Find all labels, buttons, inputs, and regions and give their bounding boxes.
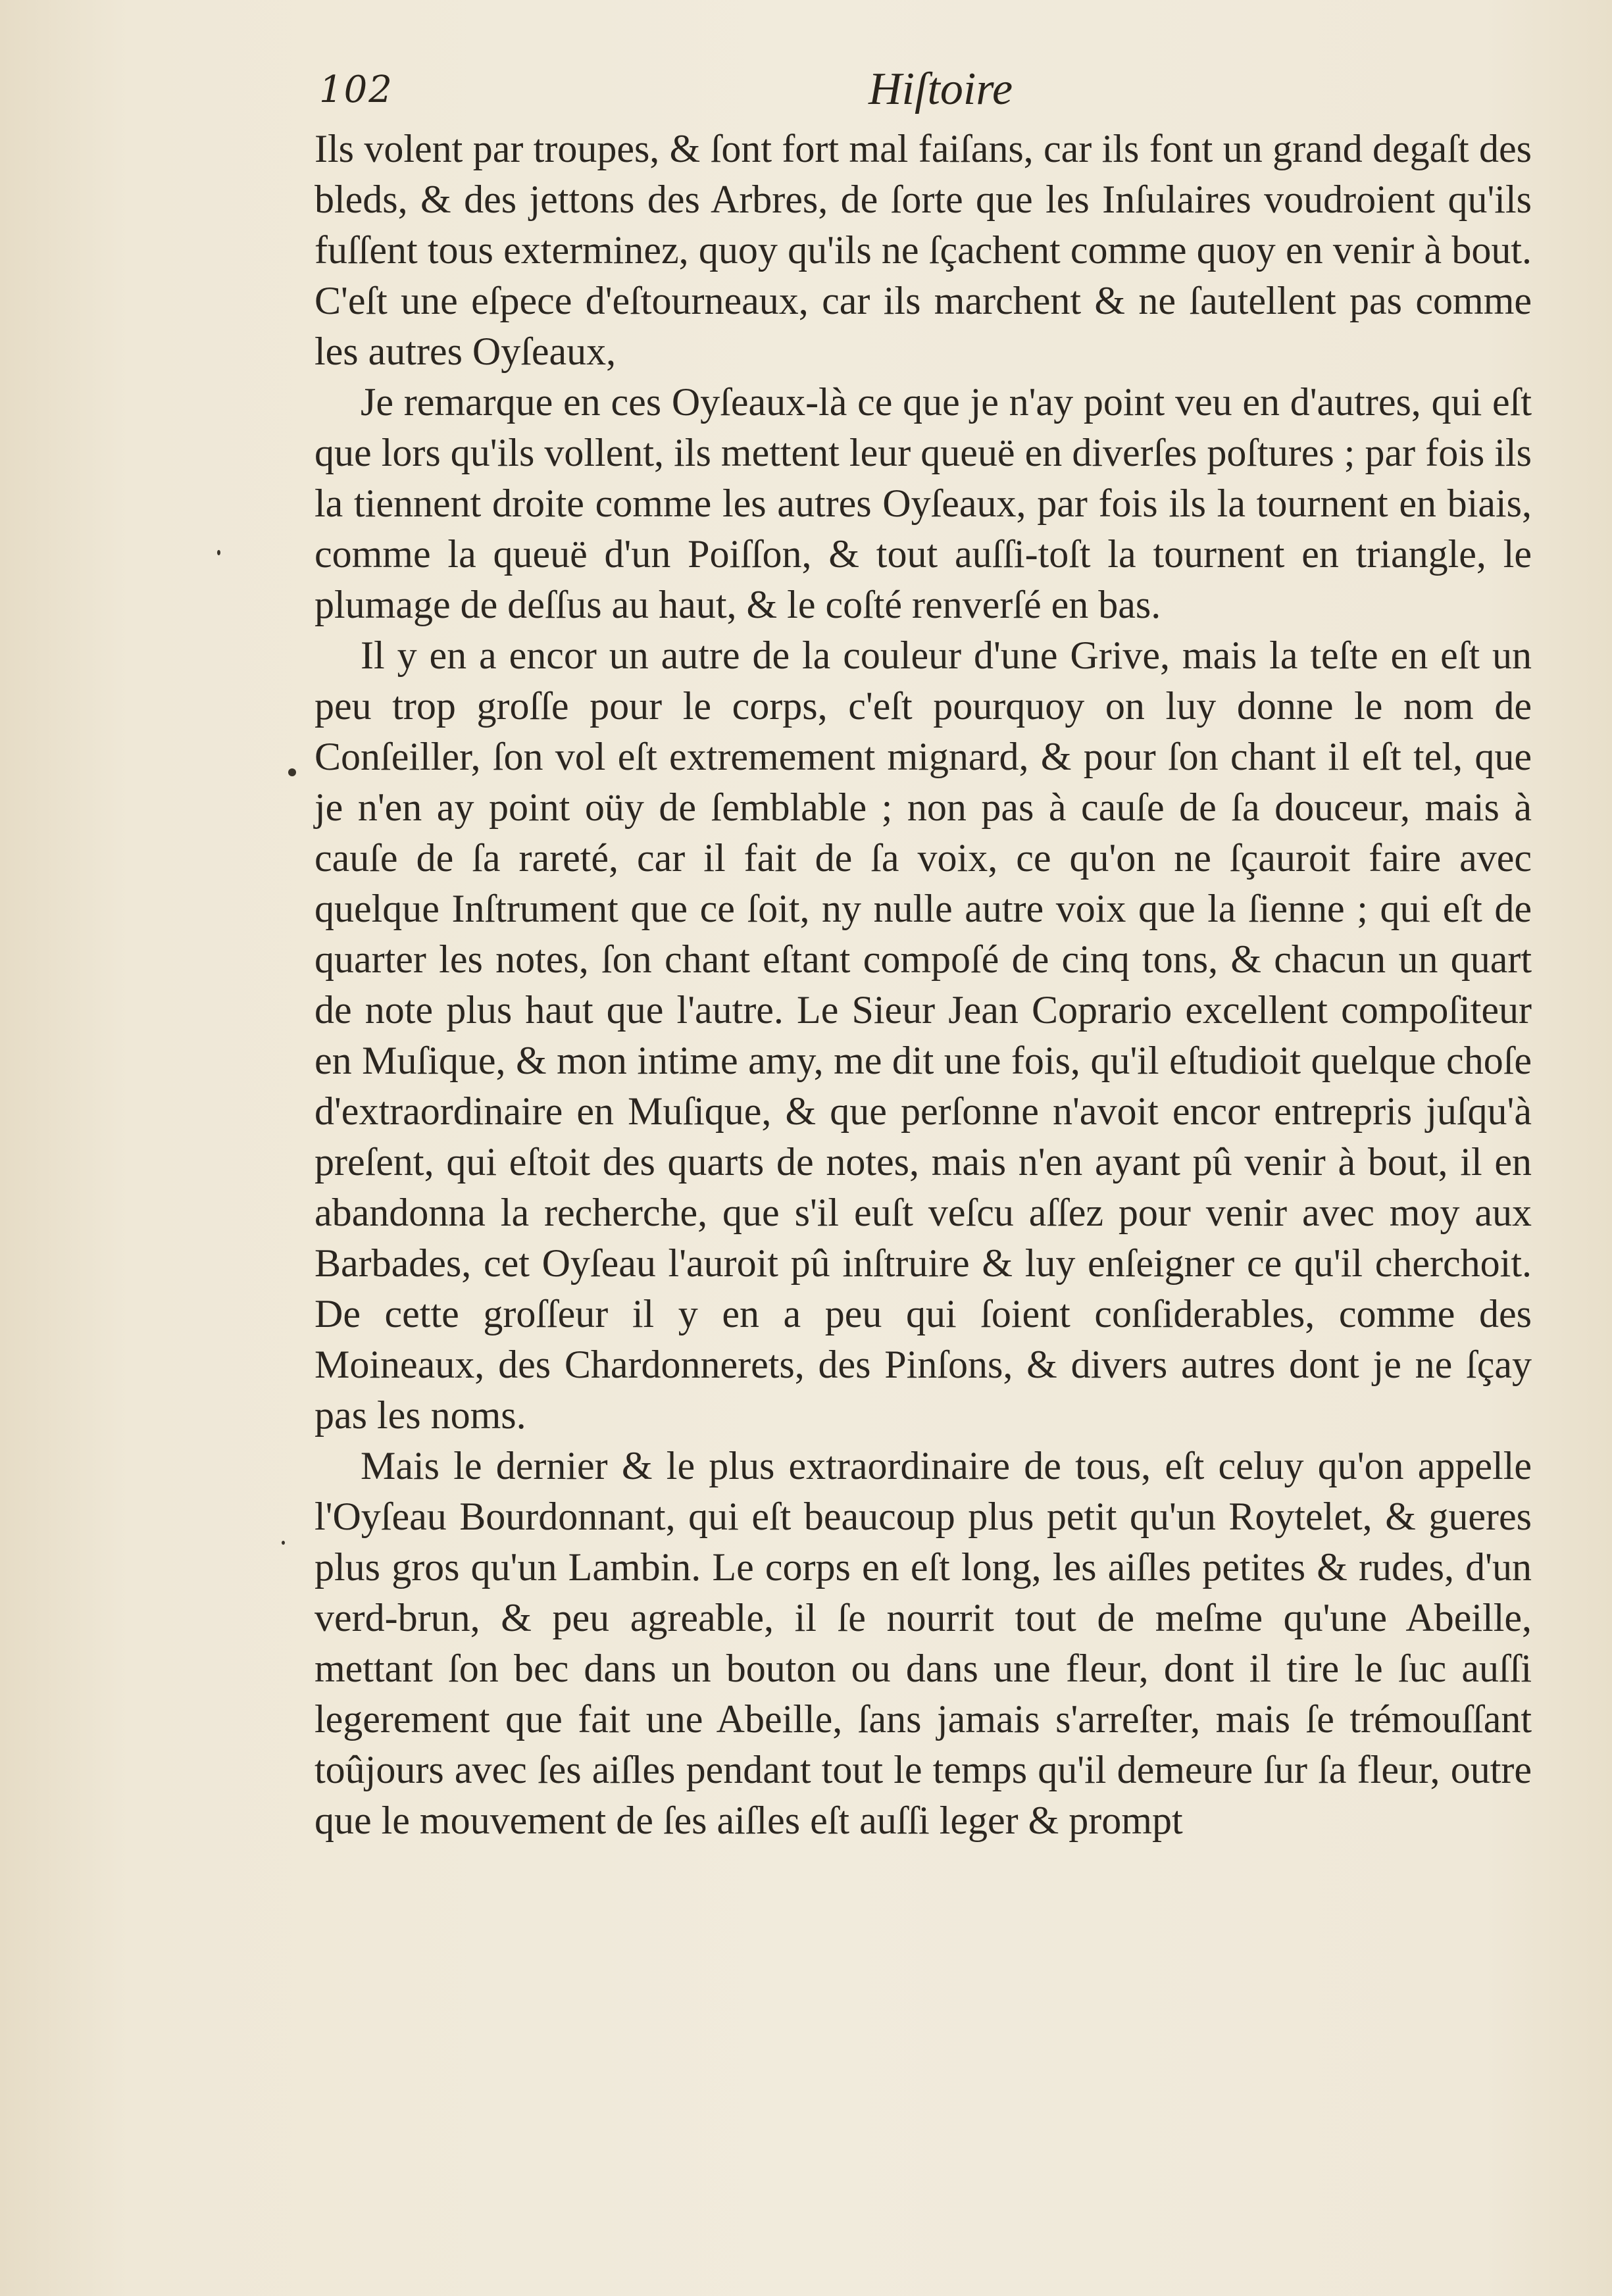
margin-tick-mark xyxy=(282,1541,285,1545)
paragraph-2: Je remarque en ces Oyſeaux-là ce que je n'ay point veu en d'autres, qui eſt que lors qu'ils vollent, ils mettent leur queuë en diverſes poſtures ; par fois ils la tiennent droite comme les autres Oyſeaux, par fois ils la tournent en biais, comme la queuë d'un Poiſſon, & tout auſſi-toſt la tournent en triangle, le plumage de deſſus au haut, & le coſté renverſé en bas. xyxy=(315,380,1532,626)
margin-tick-mark xyxy=(217,550,220,555)
paragraph-1: Ils volent par troupes, & ſont fort mal faiſans, car ils font un grand degaſt des bleds, & des jettons des Arbres, de ſorte que les Inſulaires voudroient qu'ils fuſſent tous exterminez, quoy qu'ils ne ſçachent comme quoy en venir à bout. C'eſt une eſpece d'eſtourneaux, car ils marchent & ne ſautellent pas comme les autres Oyſeaux, xyxy=(315,127,1532,373)
ink-spot-mark xyxy=(288,768,296,776)
body-text xyxy=(315,124,1532,1846)
running-head: Hiſtoire xyxy=(869,64,1013,114)
paragraph-4: Mais le dernier & le plus extraordinaire de tous, eſt celuy qu'on appelle l'Oyſeau Bourdonnant, qui eſt beaucoup plus petit qu'un Roytelet, & gueres plus gros qu'un Lambin. Le corps en eſt long, les aiſles petites & rudes, d'un verd-brun, & peu agreable, il ſe nourrit tout de meſme qu'une Abeille, mettant ſon bec dans un bouton ou dans une fleur, dont il tire le ſuc auſſi legerement que fait une Abeille, ſans jamais s'arreſter, mais ſe trémouſſant toûjours avec ſes aiſles pendant tout le temps qu'il demeure ſur ſa fleur, outre que le mouvement de ſes aiſles eſt auſſi leger & prompt xyxy=(315,1444,1532,1842)
paragraph-3: Il y en a encor un autre de la couleur d'une Grive, mais la teſte en eſt un peu trop groſſe pour le corps, c'eſt pourquoy on luy donne le nom de Conſeiller, ſon vol eſt extremement mignard, & pour ſon chant il eſt tel, que je n'en ay point oüy de ſemblable ; non pas à cauſe de ſa douceur, mais à cauſe de ſa rareté, car il fait de ſa voix, ce qu'on ne ſçauroit faire avec quelque Inſtrument que ce ſoit, ny nulle autre voix que la ſienne ; qui eſt de quarter les notes, ſon chant eſtant compoſé de cinq tons, & chacun un quart de note plus haut que l'autre. Le Sieur Jean Coprario excellent compoſiteur en Muſique, & mon intime amy, me dit une fois, qu'il eſtudioit quelque choſe d'extraordinaire en Muſique, & que perſonne n'avoit encor entrepris juſqu'à preſent, qui eſtoit des quarts de notes, mais n'en ayant pû venir à bout, il en abandonna la recherche, que s'il euſt veſcu aſſez pour venir avec moy aux Barbades, cet Oyſeau l'auroit pû inſtruire & luy enſeigner ce qu'il cherchoit. De cette groſſeur il y en a peu qui ſoient conſiderables, comme des Moineaux, des Chardonnerets, des Pinſons, & divers autres dont je ne ſçay pas les noms. xyxy=(315,634,1532,1437)
page-number: 102 xyxy=(319,68,393,111)
